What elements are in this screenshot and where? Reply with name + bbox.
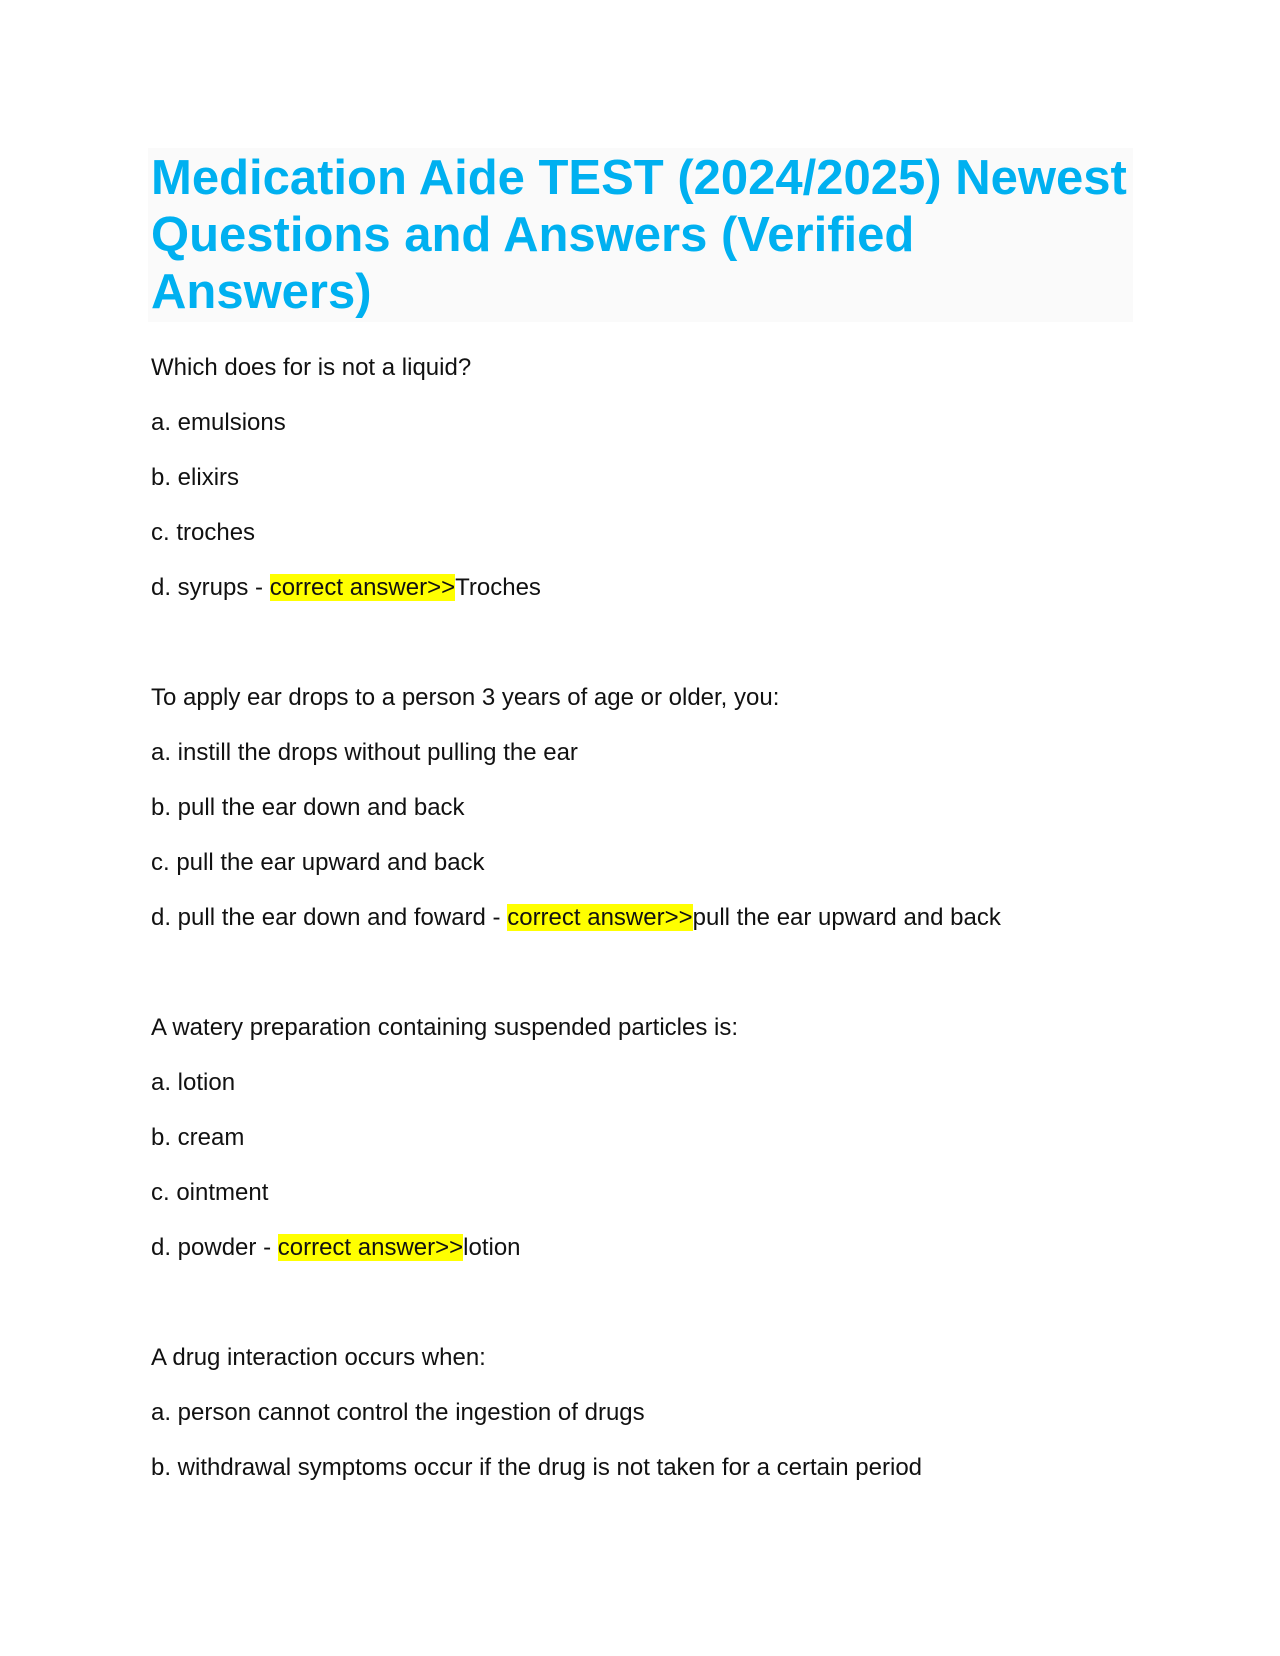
option: b. elixirs bbox=[151, 464, 240, 491]
option-with-answer bbox=[151, 1220, 1151, 1275]
option: c. pull the ear upward and back bbox=[151, 849, 485, 876]
option: b. pull the ear down and back bbox=[151, 794, 465, 821]
answer-marker: correct answer>> bbox=[277, 1234, 464, 1261]
answer-marker: correct answer>> bbox=[507, 904, 693, 931]
question-text: A drug interaction occurs when: bbox=[151, 1344, 486, 1371]
answer: lotion bbox=[463, 1234, 521, 1261]
question-block bbox=[151, 670, 1151, 945]
option: b. cream bbox=[151, 1124, 245, 1151]
question-text: To apply ear drops to a person 3 years of age or older, you: bbox=[151, 684, 780, 711]
option-with-answer bbox=[151, 560, 1151, 615]
option: c. troches bbox=[151, 519, 256, 546]
answer-marker: correct answer>> bbox=[269, 574, 456, 601]
document-body bbox=[151, 340, 1151, 1495]
option: d. powder - bbox=[151, 1234, 278, 1261]
document-title: Medication Aide TEST (2024/2025) Newest Questions and Answers (Verified Answers) bbox=[151, 151, 1127, 319]
option: a. lotion bbox=[151, 1069, 236, 1096]
question-text: A watery preparation containing suspended particles is: bbox=[151, 1014, 739, 1041]
option: a. emulsions bbox=[151, 409, 286, 436]
option: b. withdrawal symptoms occur if the drug is not taken for a certain period bbox=[151, 1454, 923, 1481]
question-block bbox=[151, 340, 1151, 615]
question-block bbox=[151, 1330, 1151, 1495]
option: c. ointment bbox=[151, 1179, 269, 1206]
question-block bbox=[151, 1000, 1151, 1275]
option-with-answer bbox=[151, 890, 1151, 945]
option: a. person cannot control the ingestion of drugs bbox=[151, 1399, 645, 1426]
answer: Troches bbox=[455, 574, 541, 601]
question-text: Which does for is not a liquid? bbox=[151, 354, 472, 381]
option: d. syrups - bbox=[151, 574, 270, 601]
option: d. pull the ear down and foward - bbox=[151, 904, 508, 931]
option: a. instill the drops without pulling the ear bbox=[151, 739, 578, 766]
answer: pull the ear upward and back bbox=[692, 904, 1001, 931]
